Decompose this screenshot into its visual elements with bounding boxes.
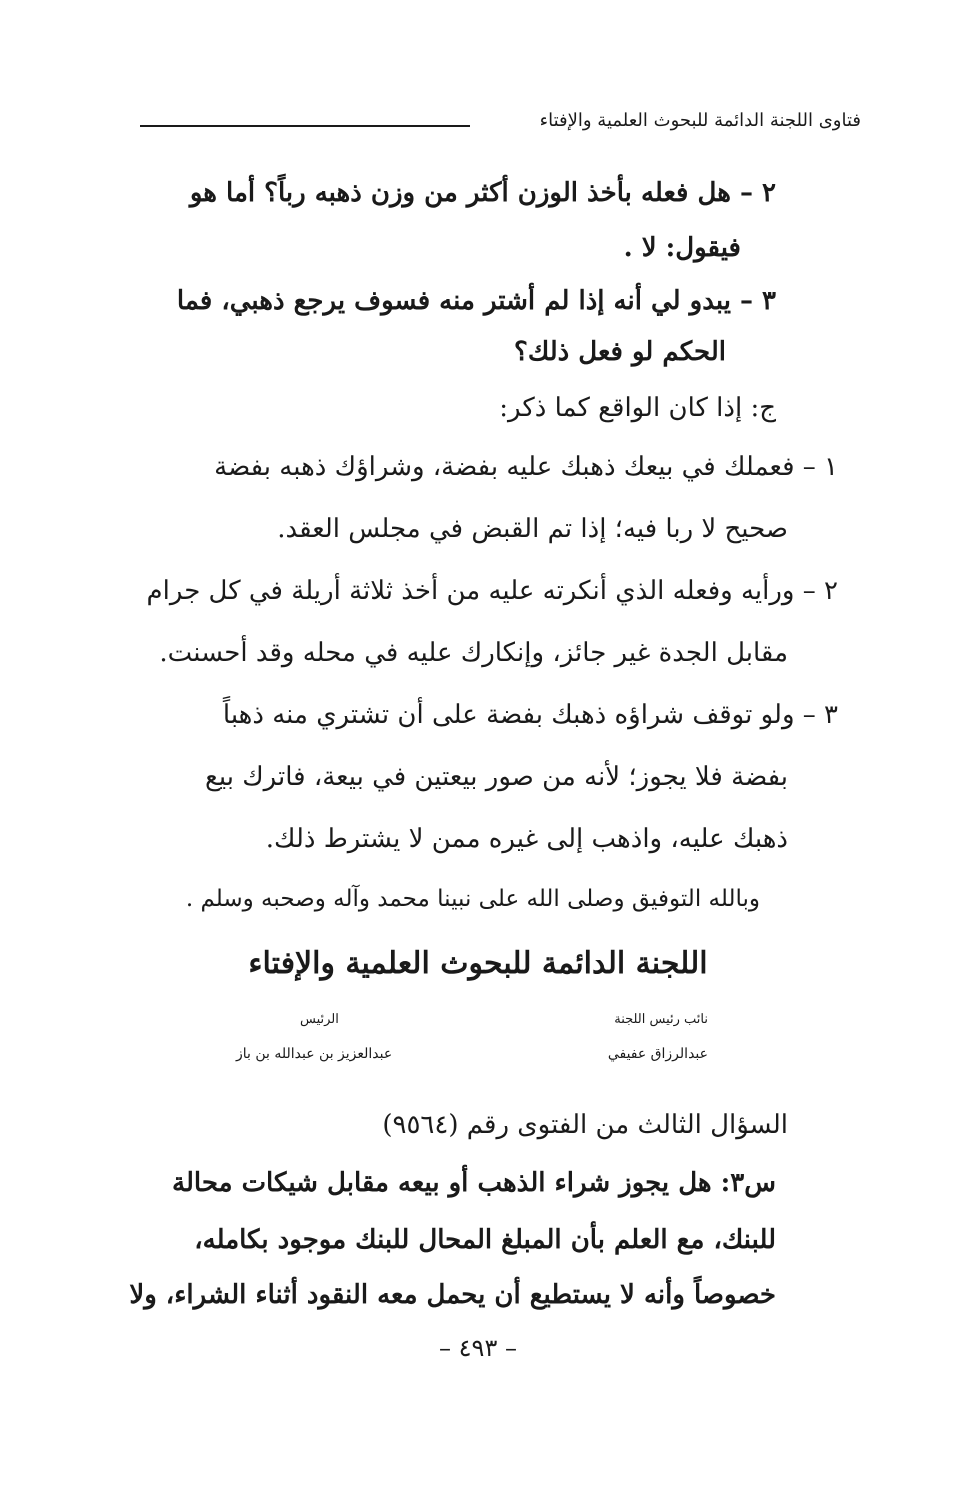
header-title: فتاوى اللجنة الدائمة للبحوث العلمية والإفتاء xyxy=(539,110,861,131)
closing-prayer: وبالله التوفيق وصلى الله على نبينا محمد وآله وصحبه وسلم . xyxy=(185,886,760,912)
next-question-line-2: للبنك، مع العلم بأن المبلغ المحال للبنك موجود بكامله، xyxy=(194,1225,776,1255)
answer-point-3-line-1: ٣ – ولو توقف شراؤه ذهبك بفضة على أن تشتري منه ذهباً xyxy=(222,700,838,730)
answer-point-1-line-2: صحيح لا ربا فيه؛ إذا تم القبض في مجلس العقد. xyxy=(277,514,788,544)
page-number: – ٤٩٣ – xyxy=(439,1334,517,1362)
chair-label: الرئيس xyxy=(300,1012,339,1027)
deputy-label: نائب رئيس اللجنة xyxy=(614,1012,708,1027)
question-3-line-1: ٣ – يبدو لي أنه إذا لم أشتر منه فسوف يرجع ذهبي، فما xyxy=(176,286,776,316)
answer-point-1-line-1: ١ – فعملك في بيعك ذهبك عليه بفضة، وشراؤك ذهبه بفضة xyxy=(214,452,838,482)
header-rule xyxy=(140,125,470,127)
question-2-line-2: فيقول: لا . xyxy=(623,233,741,263)
question-2-line-1: ٢ – هل فعله بأخذ الوزن أكثر من وزن ذهبه رباً؟ أما هو xyxy=(189,178,776,208)
next-question-line-1: س٣: هل يجوز شراء الذهب أو بيعه مقابل شيكات محالة xyxy=(172,1168,776,1198)
running-header xyxy=(140,110,861,140)
deputy-name: عبدالرزاق عفيفي xyxy=(607,1046,708,1062)
answer-intro: ج: إذا كان الواقع كما ذكر: xyxy=(499,393,776,423)
committee-title: اللجنة الدائمة للبحوث العلمية والإفتاء xyxy=(248,946,708,981)
answer-point-3-line-2: بفضة فلا يجوز؛ لأنه من صور بيعتين في بيعة، فاترك بيع xyxy=(205,762,788,792)
next-question-heading: السؤال الثالث من الفتوى رقم (٩٥٦٤) xyxy=(382,1110,788,1140)
next-question-line-3: خصوصاً وأنه لا يستطيع أن يحمل معه النقود أثناء الشراء، ولا xyxy=(129,1280,776,1310)
chair-name: عبدالعزيز بن عبدالله بن باز xyxy=(236,1046,393,1062)
question-3-line-2: الحكم لو فعل ذلك؟ xyxy=(514,337,726,367)
answer-point-2-line-2: مقابل الجدة غير جائز، وإنكارك عليه في محله وقد أحسنت. xyxy=(159,638,788,668)
answer-point-3-line-3: ذهبك عليه، واذهب إلى غيره ممن لا يشترط ذلك. xyxy=(265,824,788,854)
answer-point-2-line-1: ٢ – ورأيه وفعله الذي أنكرته عليه من أخذ ثلاثة أريلة في كل جرام xyxy=(146,576,838,606)
